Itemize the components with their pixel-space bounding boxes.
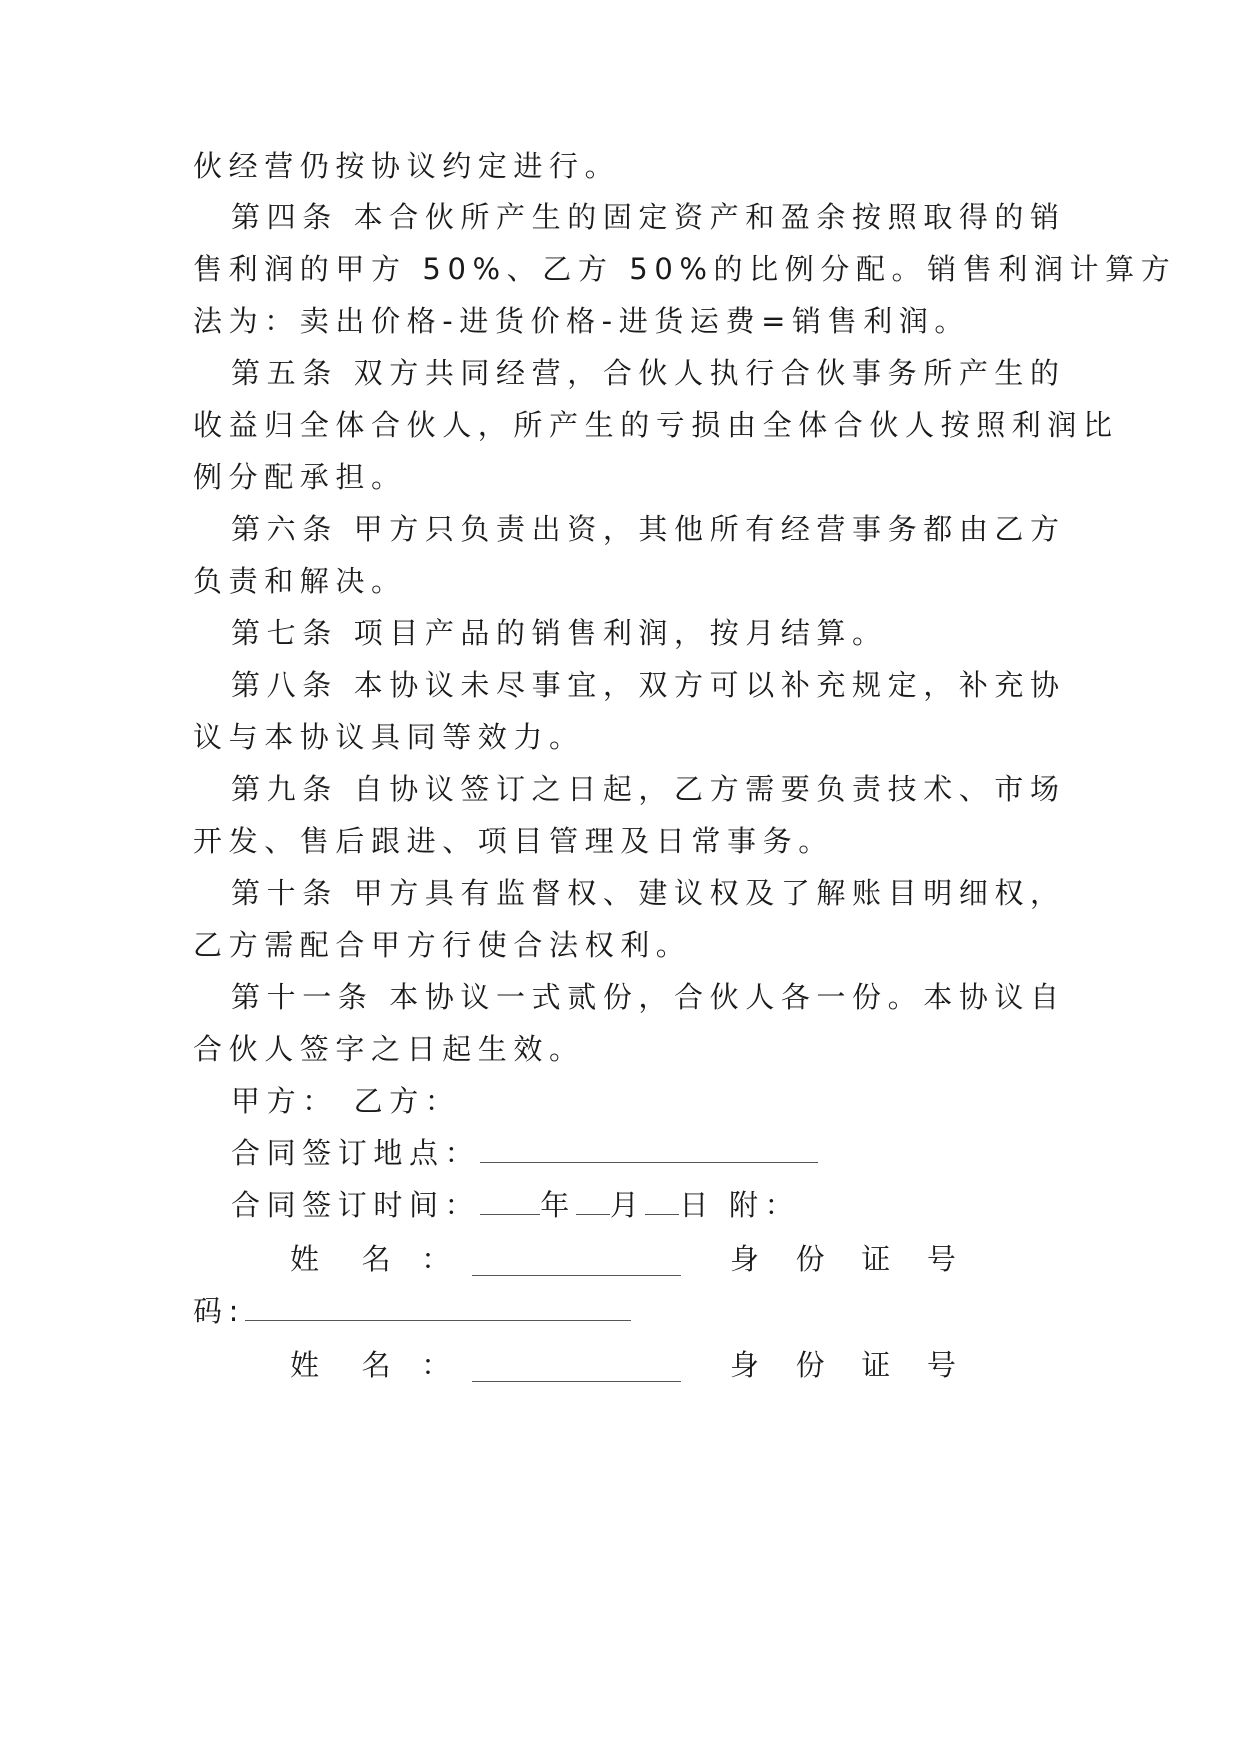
contract-time-label: 合同签订时间：: [231, 1188, 481, 1222]
article-6-line-1: 第六条 甲方只负责出资，其他所有经营事务都由乙方: [231, 512, 1066, 546]
id-char: 份: [795, 1242, 832, 1276]
article-6-line-2: 负责和解决。: [193, 564, 407, 598]
month-blank: [576, 1192, 610, 1215]
article-8-line-2: 议与本协议具同等效力。: [193, 720, 585, 754]
id-char: 号: [926, 1348, 963, 1382]
name-blank-2: [472, 1359, 681, 1382]
contract-place-blank: [480, 1140, 818, 1163]
id-char: 份: [795, 1348, 832, 1382]
id-char: 号: [926, 1242, 963, 1276]
article-8-line-1: 第八条 本协议未尽事宜，双方可以补充规定，补充协: [231, 668, 1066, 702]
name-char: 姓: [290, 1242, 326, 1276]
day-label: 日: [679, 1188, 716, 1222]
id-label-1: [730, 1230, 962, 1288]
article-11-line-1: 第十一条 本协议一式贰份，合伙人各一份。本协议自: [231, 980, 1066, 1014]
month-label: 月: [609, 1188, 646, 1222]
id-number-blank: [245, 1298, 631, 1321]
text-line: 伙经营仍按协议约定进行。: [193, 149, 621, 183]
parties-line: 甲方： 乙方：: [231, 1084, 461, 1118]
article-4-line-1: 第四条 本合伙所产生的固定资产和盈余按照取得的销: [231, 200, 1066, 234]
article-5-line-2: 收益归全体合伙人，所产生的亏损由全体合伙人按照利润比: [193, 408, 1119, 442]
id-number-line: [193, 1282, 631, 1340]
name-char: ：: [421, 1348, 457, 1382]
article-10-line-1: 第十条 甲方具有监督权、建议权及了解账目明细权，: [231, 876, 1066, 910]
name-label-1: [290, 1230, 457, 1288]
id-char: 证: [861, 1348, 897, 1382]
id-number-label: 码:: [193, 1294, 245, 1328]
id-label-2: [730, 1336, 962, 1394]
year-blank: [480, 1192, 540, 1215]
name-char: 名: [361, 1242, 398, 1276]
name-label-2: [290, 1336, 457, 1394]
id-char: 身: [730, 1348, 766, 1382]
article-5-line-1: 第五条 双方共同经营，合伙人执行合伙事务所产生的: [231, 356, 1066, 390]
article-5-line-3: 例分配承担。: [193, 460, 407, 494]
name-char: 姓: [290, 1348, 326, 1382]
name-blank-1: [472, 1253, 681, 1276]
year-label: 年: [540, 1188, 576, 1222]
article-9-line-1: 第九条 自协议签订之日起，乙方需要负责技术、市场: [231, 772, 1066, 806]
article-10-line-2: 乙方需配合甲方行使合法权利。: [193, 928, 692, 962]
attachment-label: 附：: [729, 1188, 801, 1222]
contract-place-line: [231, 1124, 818, 1182]
id-char: 身: [730, 1242, 766, 1276]
id-char: 证: [861, 1242, 897, 1276]
article-4-line-3: 法为：卖出价格-进货价格-进货运费=销售利润。: [193, 304, 971, 338]
contract-time-line: [231, 1176, 800, 1234]
article-4-line-2: 售利润的甲方 50%、乙方 50%的比例分配。销售利润计算方: [193, 252, 1177, 286]
article-11-line-2: 合伙人签字之日起生效。: [193, 1032, 585, 1066]
contract-place-label: 合同签订地点：: [231, 1136, 481, 1170]
name-char: ：: [421, 1242, 457, 1276]
article-9-line-2: 开发、售后跟进、项目管理及日常事务。: [193, 824, 834, 858]
article-7-line-1: 第七条 项目产品的销售利润，按月结算。: [231, 616, 888, 650]
day-blank: [645, 1192, 679, 1215]
name-char: 名: [361, 1348, 398, 1382]
